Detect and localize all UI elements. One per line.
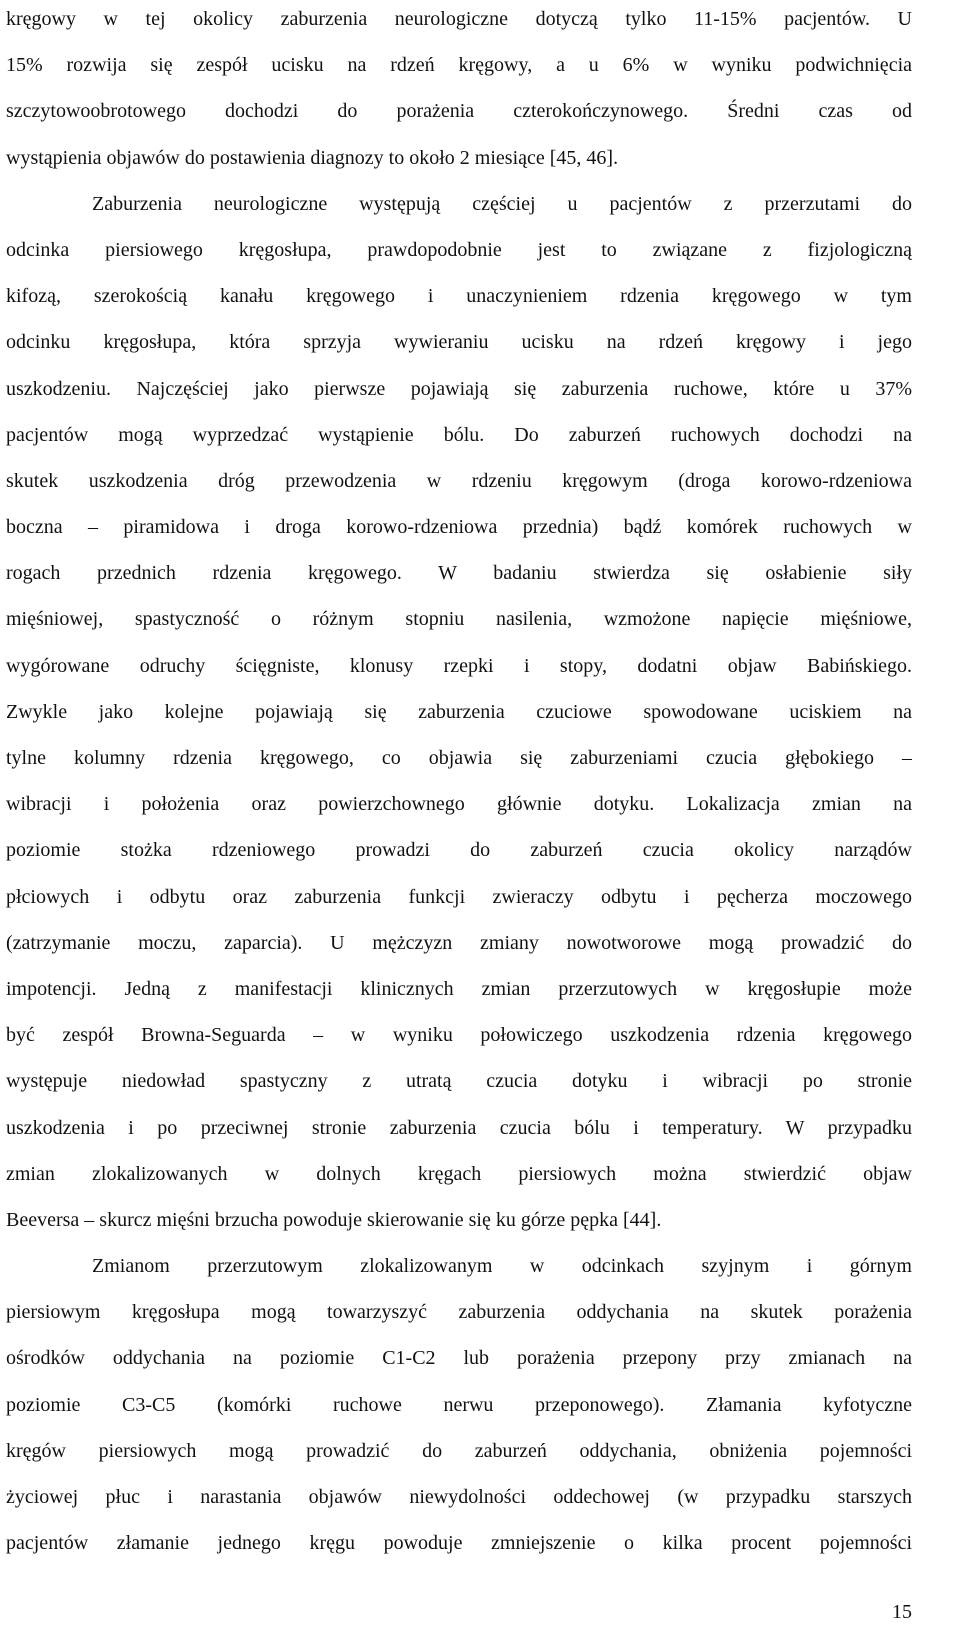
text-line: kifozą, szerokością kanału kręgowego i unaczynieniem rdzenia kręgowego w tym — [6, 285, 912, 308]
text-line: zmian zlokalizowanych w dolnych kręgach piersiowych można stwierdzić objaw — [6, 1162, 912, 1185]
text-line: 15% rozwija się zespół ucisku na rdzeń kręgowy, a u 6% w wyniku podwichnięcia — [6, 54, 912, 77]
text-line: wygórowane odruchy ścięgniste, klonusy rzepki i stopy, dodatni objaw Babińskiego. — [6, 654, 912, 677]
text-line: kręgów piersiowych mogą prowadzić do zaburzeń oddychania, obniżenia pojemności — [6, 1439, 912, 1462]
text-line: występuje niedowład spastyczny z utratą czucia dotyku i wibracji po stronie — [6, 1070, 912, 1093]
text-line: (zatrzymanie moczu, zaparcia). U mężczyzn zmiany nowotworowe mogą prowadzić do — [6, 931, 912, 954]
text-line: ośrodków oddychania na poziomie C1-C2 lub porażenia przepony przy zmianach na — [6, 1347, 912, 1370]
text-line: życiowej płuc i narastania objawów niewydolności oddechowej (w przypadku starszych — [6, 1486, 912, 1508]
text-line: Beeversa – skurcz mięśni brzucha powoduje skierowanie się ku górze pępka [44]. — [6, 1208, 662, 1231]
text-line: odcinka piersiowego kręgosłupa, prawdopodobnie jest to związane z fizjologiczną — [6, 238, 912, 261]
text-line: wibracji i położenia oraz powierzchownego głównie dotyku. Lokalizacja zmian na — [6, 793, 912, 816]
text-line: kręgowy w tej okolicy zaburzenia neurologiczne dotyczą tylko 11-15% pacjentów. U — [6, 8, 912, 30]
page-number: 15 — [892, 1601, 912, 1623]
text-line: Zwykle jako kolejne pojawiają się zaburzenia czuciowe spowodowane uciskiem na — [6, 700, 912, 723]
text-line: poziomie stożka rdzeniowego prowadzi do zaburzeń czucia okolicy narządów — [6, 839, 912, 862]
text-line: uszkodzeniu. Najczęściej jako pierwsze pojawiają się zaburzenia ruchowe, które u 37% — [6, 377, 912, 400]
text-line: skutek uszkodzenia dróg przewodzenia w rdzeniu kręgowym (droga korowo-rdzeniowa — [6, 469, 912, 492]
text-line: poziomie C3-C5 (komórki ruchowe nerwu przeponowego). Złamania kyfotyczne — [6, 1393, 912, 1416]
text-line: płciowych i odbytu oraz zaburzenia funkcji zwieraczy odbytu i pęcherza moczowego — [6, 885, 912, 908]
paragraph-start-line: Zaburzenia neurologiczne występują częściej u pacjentów z przerzutami do — [92, 192, 912, 215]
text-line: wystąpienia objawów do postawienia diagnozy to około 2 miesiące [45, 46]. — [6, 146, 619, 169]
text-line: mięśniowej, spastyczność o różnym stopniu nasilenia, wzmożone napięcie mięśniowe, — [6, 608, 912, 631]
text-line: impotencji. Jedną z manifestacji klinicznych zmian przerzutowych w kręgosłupie może — [6, 977, 912, 1000]
text-line: odcinku kręgosłupa, która sprzyja wywieraniu ucisku na rdzeń kręgowy i jego — [6, 331, 912, 354]
paragraph-start-line: Zmianom przerzutowym zlokalizowanym w odcinkach szyjnym i górnym — [92, 1255, 912, 1278]
text-line: być zespół Browna-Seguarda – w wyniku połowiczego uszkodzenia rdzenia kręgowego — [6, 1024, 912, 1047]
text-line: pacjentów mogą wyprzedzać wystąpienie bólu. Do zaburzeń ruchowych dochodzi na — [6, 423, 912, 446]
text-line: rogach przednich rdzenia kręgowego. W badaniu stwierdza się osłabienie siły — [6, 562, 912, 585]
body-text — [6, 0, 912, 1566]
text-line: piersiowym kręgosłupa mogą towarzyszyć zaburzenia oddychania na skutek porażenia — [6, 1301, 912, 1324]
text-line: boczna – piramidowa i droga korowo-rdzeniowa przednia) bądź komórek ruchowych w — [6, 516, 912, 539]
text-line: szczytowoobrotowego dochodzi do porażenia czterokończynowego. Średni czas od — [6, 100, 912, 123]
text-line: uszkodzenia i po przeciwnej stronie zaburzenia czucia bólu i temperatury. W przypadku — [6, 1116, 912, 1139]
text-line: tylne kolumny rdzenia kręgowego, co objawia się zaburzeniami czucia głębokiego – — [6, 747, 912, 769]
text-line: pacjentów złamanie jednego kręgu powoduje zmniejszenie o kilka procent pojemności — [6, 1532, 912, 1555]
